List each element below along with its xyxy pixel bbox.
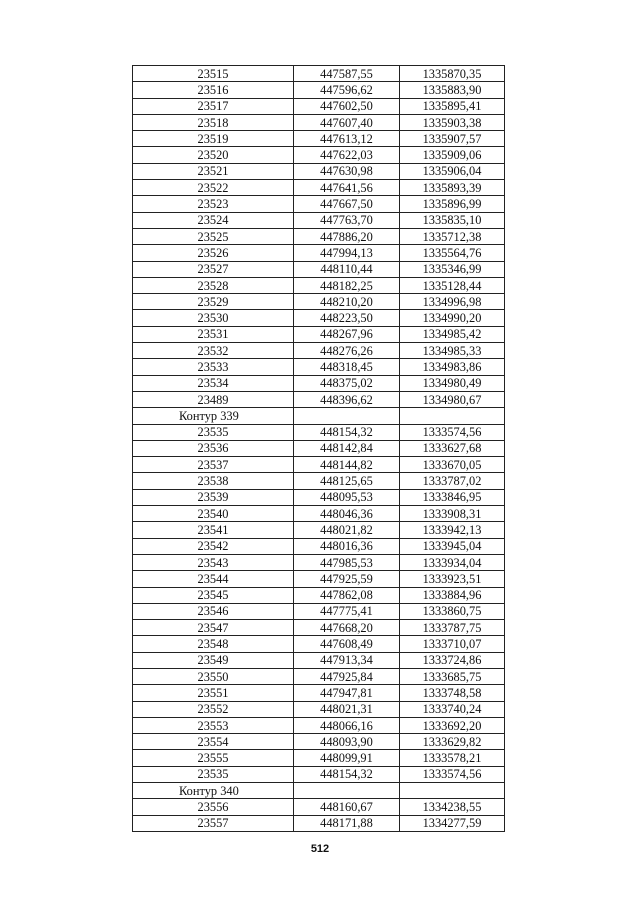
point-id-cell: 23516 [133,82,294,98]
empty-cell [400,408,505,424]
page-number: 512 [310,843,330,855]
x-coordinate-cell: 448144,82 [294,457,400,473]
x-coordinate-cell: 447613,12 [294,131,400,147]
y-coordinate-cell: 1335906,04 [400,163,505,179]
y-coordinate-cell: 1333629,82 [400,734,505,750]
y-coordinate-cell: 1335893,39 [400,180,505,196]
table-row [133,82,505,98]
point-id-cell: 23522 [133,180,294,196]
table-row [133,114,505,130]
point-id-cell: 23489 [133,391,294,407]
point-id-cell: 23531 [133,326,294,342]
table-row [133,326,505,342]
y-coordinate-cell: 1334980,67 [400,391,505,407]
table-row [133,359,505,375]
point-id-cell: 23539 [133,489,294,505]
table-row [133,571,505,587]
x-coordinate-cell: 447925,59 [294,571,400,587]
y-coordinate-cell: 1335564,76 [400,245,505,261]
point-id-cell: 23534 [133,375,294,391]
table-row [133,98,505,114]
y-coordinate-cell: 1334238,55 [400,799,505,815]
y-coordinate-cell: 1333724,86 [400,652,505,668]
x-coordinate-cell: 447994,13 [294,245,400,261]
x-coordinate-cell: 448210,20 [294,294,400,310]
y-coordinate-cell: 1333923,51 [400,571,505,587]
point-id-cell: 23554 [133,734,294,750]
table-row [133,294,505,310]
y-coordinate-cell: 1333787,02 [400,473,505,489]
table-row [133,506,505,522]
x-coordinate-cell: 447925,84 [294,668,400,684]
point-id-cell: 23515 [133,66,294,82]
x-coordinate-cell: 448095,53 [294,489,400,505]
y-coordinate-cell: 1333908,31 [400,506,505,522]
point-id-cell: 23547 [133,620,294,636]
table-row [133,196,505,212]
point-id-cell: 23548 [133,636,294,652]
y-coordinate-cell: 1334980,49 [400,375,505,391]
table-row [133,668,505,684]
table-row [133,538,505,554]
point-id-cell: 23528 [133,277,294,293]
table-row [133,799,505,815]
table-row [133,685,505,701]
empty-cell [294,783,400,799]
x-coordinate-cell: 448318,45 [294,359,400,375]
x-coordinate-cell: 448375,02 [294,375,400,391]
table-row [133,440,505,456]
x-coordinate-cell: 448046,36 [294,506,400,522]
table-row [133,391,505,407]
point-id-cell: 23546 [133,603,294,619]
x-coordinate-cell: 448154,32 [294,424,400,440]
x-coordinate-cell: 448171,88 [294,815,400,831]
table-row [133,652,505,668]
point-id-cell: 23536 [133,440,294,456]
x-coordinate-cell: 448099,91 [294,750,400,766]
table-row [133,522,505,538]
empty-cell [400,783,505,799]
point-id-cell: 23520 [133,147,294,163]
x-coordinate-cell: 448182,25 [294,277,400,293]
point-id-cell: 23549 [133,652,294,668]
x-coordinate-cell: 448110,44 [294,261,400,277]
coordinates-table-container [132,65,504,832]
x-coordinate-cell: 448276,26 [294,343,400,359]
x-coordinate-cell: 448016,36 [294,538,400,554]
x-coordinate-cell: 448142,84 [294,440,400,456]
point-id-cell: 23523 [133,196,294,212]
table-row [133,180,505,196]
point-id-cell: 23518 [133,114,294,130]
point-id-cell: 23545 [133,587,294,603]
point-id-cell: 23524 [133,212,294,228]
y-coordinate-cell: 1335903,38 [400,114,505,130]
table-row [133,343,505,359]
point-id-cell: 23551 [133,685,294,701]
point-id-cell: 23541 [133,522,294,538]
table-row [133,163,505,179]
x-coordinate-cell: 447862,08 [294,587,400,603]
y-coordinate-cell: 1333860,75 [400,603,505,619]
y-coordinate-cell: 1335712,38 [400,228,505,244]
x-coordinate-cell: 447641,56 [294,180,400,196]
y-coordinate-cell: 1334985,33 [400,343,505,359]
y-coordinate-cell: 1335835,10 [400,212,505,228]
table-row [133,815,505,831]
x-coordinate-cell: 448021,82 [294,522,400,538]
x-coordinate-cell: 447608,49 [294,636,400,652]
point-id-cell: 23526 [133,245,294,261]
point-id-cell: 23517 [133,98,294,114]
table-row [133,131,505,147]
y-coordinate-cell: 1333574,56 [400,766,505,782]
y-coordinate-cell: 1335909,06 [400,147,505,163]
point-id-cell: 23530 [133,310,294,326]
y-coordinate-cell: 1335128,44 [400,277,505,293]
x-coordinate-cell: 447913,34 [294,652,400,668]
table-row [133,701,505,717]
y-coordinate-cell: 1333934,04 [400,554,505,570]
y-coordinate-cell: 1333945,04 [400,538,505,554]
coordinates-table [132,65,505,832]
table-row [133,245,505,261]
y-coordinate-cell: 1333942,13 [400,522,505,538]
point-id-cell: 23535 [133,424,294,440]
y-coordinate-cell: 1335895,41 [400,98,505,114]
table-row [133,457,505,473]
table-row [133,489,505,505]
y-coordinate-cell: 1333574,56 [400,424,505,440]
table-row [133,228,505,244]
x-coordinate-cell: 447668,20 [294,620,400,636]
contour-label: Контур 340 [133,783,294,799]
x-coordinate-cell: 447596,62 [294,82,400,98]
point-id-cell: 23538 [133,473,294,489]
point-id-cell: 23529 [133,294,294,310]
x-coordinate-cell: 447630,98 [294,163,400,179]
y-coordinate-cell: 1333627,68 [400,440,505,456]
table-row [133,375,505,391]
x-coordinate-cell: 448021,31 [294,701,400,717]
point-id-cell: 23519 [133,131,294,147]
table-row [133,603,505,619]
x-coordinate-cell: 448125,65 [294,473,400,489]
point-id-cell: 23556 [133,799,294,815]
x-coordinate-cell: 448066,16 [294,717,400,733]
y-coordinate-cell: 1333578,21 [400,750,505,766]
contour-header-row [133,408,505,424]
table-row [133,750,505,766]
x-coordinate-cell: 447602,50 [294,98,400,114]
y-coordinate-cell: 1333670,05 [400,457,505,473]
y-coordinate-cell: 1335870,35 [400,66,505,82]
point-id-cell: 23552 [133,701,294,717]
table-row [133,261,505,277]
table-row [133,717,505,733]
y-coordinate-cell: 1333884,96 [400,587,505,603]
table-row [133,554,505,570]
table-row [133,766,505,782]
y-coordinate-cell: 1333685,75 [400,668,505,684]
y-coordinate-cell: 1333846,95 [400,489,505,505]
table-row [133,620,505,636]
x-coordinate-cell: 448267,96 [294,326,400,342]
table-row [133,66,505,82]
y-coordinate-cell: 1334990,20 [400,310,505,326]
y-coordinate-cell: 1335883,90 [400,82,505,98]
x-coordinate-cell: 447985,53 [294,554,400,570]
x-coordinate-cell: 447947,81 [294,685,400,701]
point-id-cell: 23543 [133,554,294,570]
y-coordinate-cell: 1334996,98 [400,294,505,310]
y-coordinate-cell: 1334983,86 [400,359,505,375]
y-coordinate-cell: 1333748,58 [400,685,505,701]
table-row [133,587,505,603]
point-id-cell: 23527 [133,261,294,277]
x-coordinate-cell: 447763,70 [294,212,400,228]
coordinates-table-body [133,66,505,832]
x-coordinate-cell: 448396,62 [294,391,400,407]
x-coordinate-cell: 447622,03 [294,147,400,163]
table-row [133,147,505,163]
y-coordinate-cell: 1335896,99 [400,196,505,212]
y-coordinate-cell: 1335907,57 [400,131,505,147]
point-id-cell: 23557 [133,815,294,831]
point-id-cell: 23521 [133,163,294,179]
y-coordinate-cell: 1333692,20 [400,717,505,733]
point-id-cell: 23535 [133,766,294,782]
point-id-cell: 23537 [133,457,294,473]
y-coordinate-cell: 1333787,75 [400,620,505,636]
point-id-cell: 23555 [133,750,294,766]
x-coordinate-cell: 447587,55 [294,66,400,82]
point-id-cell: 23550 [133,668,294,684]
x-coordinate-cell: 448154,32 [294,766,400,782]
y-coordinate-cell: 1334985,42 [400,326,505,342]
y-coordinate-cell: 1334277,59 [400,815,505,831]
x-coordinate-cell: 447775,41 [294,603,400,619]
y-coordinate-cell: 1333740,24 [400,701,505,717]
x-coordinate-cell: 447667,50 [294,196,400,212]
point-id-cell: 23540 [133,506,294,522]
x-coordinate-cell: 447607,40 [294,114,400,130]
point-id-cell: 23533 [133,359,294,375]
point-id-cell: 23532 [133,343,294,359]
table-row [133,424,505,440]
point-id-cell: 23553 [133,717,294,733]
table-row [133,212,505,228]
x-coordinate-cell: 447886,20 [294,228,400,244]
y-coordinate-cell: 1333710,07 [400,636,505,652]
table-row [133,473,505,489]
table-row [133,310,505,326]
table-row [133,636,505,652]
point-id-cell: 23544 [133,571,294,587]
x-coordinate-cell: 448223,50 [294,310,400,326]
point-id-cell: 23525 [133,228,294,244]
contour-header-row [133,783,505,799]
table-row [133,277,505,293]
point-id-cell: 23542 [133,538,294,554]
table-row [133,734,505,750]
contour-label: Контур 339 [133,408,294,424]
x-coordinate-cell: 448160,67 [294,799,400,815]
x-coordinate-cell: 448093,90 [294,734,400,750]
empty-cell [294,408,400,424]
y-coordinate-cell: 1335346,99 [400,261,505,277]
